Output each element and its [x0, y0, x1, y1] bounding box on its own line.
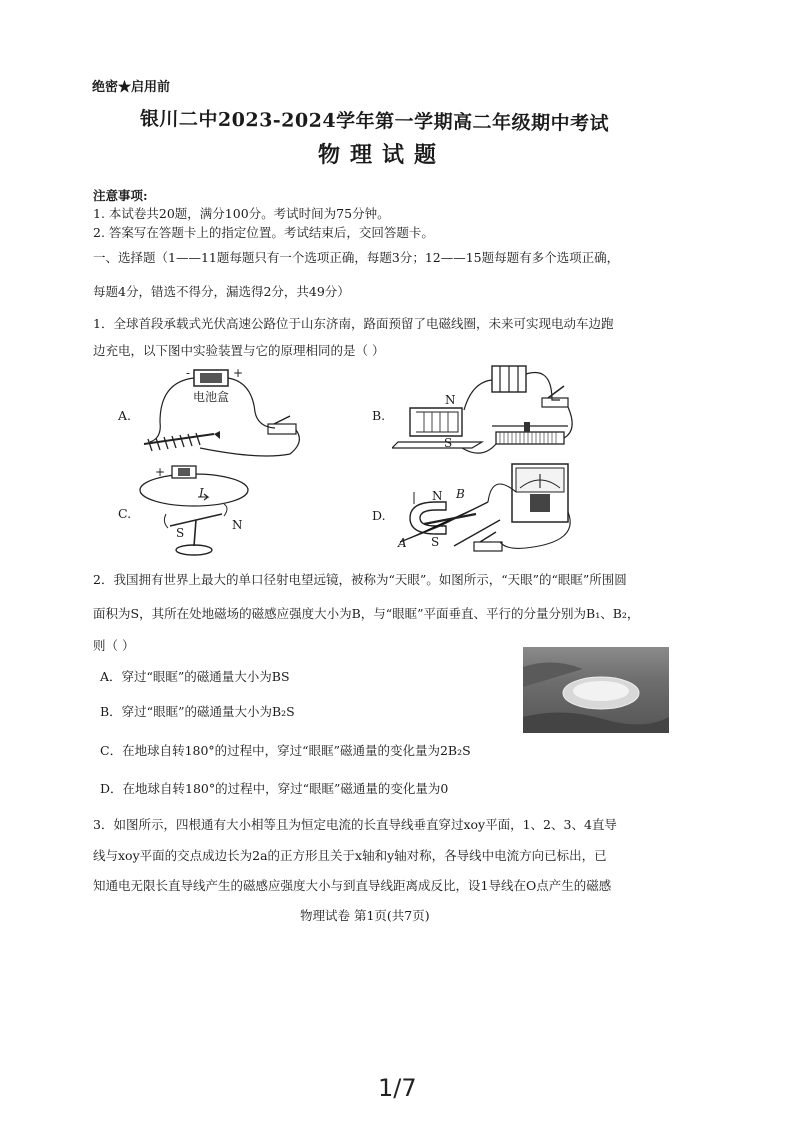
- section1-line2: 每题4分，错选不得分，漏选得2分，共49分）: [93, 284, 350, 299]
- q2-option-c: C．在地球自转180°的过程中，穿过“眼眶”磁通量的变化量为2B₂S: [100, 743, 471, 758]
- confidential-mark: 绝密★启用前: [92, 80, 171, 95]
- note-item-1: 1. 本试卷共20题，满分100分。考试时间为75分钟。: [93, 206, 390, 221]
- q3-line1: 3．如图所示，四根通有大小相等且为恒定电流的长直导线垂直穿过xoy平面，1、2、3、4直导: [93, 817, 617, 832]
- note-item-2: 2. 答案写在答题卡上的指定位置。考试结束后，交回答题卡。: [93, 225, 434, 240]
- fig-a-minus: -: [186, 366, 191, 380]
- q1-figure-d: [396, 462, 582, 560]
- q1-figure-a: [140, 362, 310, 462]
- q2-line2: 面积为S，其所在处地磁场的磁感应强度大小为B，与“眼眶”平面垂直、平行的分量分别为B₁、B₂，: [93, 606, 640, 621]
- fig-c-plus: +: [155, 465, 166, 479]
- q2-option-a: A．穿过“眼眶”的磁通量大小为BS: [100, 669, 290, 684]
- q2-line1: 2．我国拥有世界上最大的单口径射电望远镜，被称为“天眼”。如图所示，“天眼”的“眼眶”所围圆: [93, 572, 627, 587]
- q2-line3: 则（ ）: [93, 638, 135, 653]
- q1-line2: 边充电，以下图中实验装置与它的原理相同的是（ ）: [93, 343, 385, 358]
- fig-c-current-label: I: [199, 486, 204, 500]
- fig-d-a-label: A: [398, 536, 407, 550]
- q1-option-b-label: B.: [372, 408, 386, 423]
- q1-figure-c: [136, 464, 256, 562]
- q1-figure-b: [392, 360, 582, 464]
- fig-c-n-label: N: [232, 518, 243, 532]
- fig-b-n-label: N: [445, 393, 456, 407]
- q1-option-d-label: D.: [372, 508, 386, 523]
- page-number: 1/7: [378, 1074, 417, 1102]
- q3-line2: 线与xoy平面的交点成边长为2a的正方形且关于x轴和y轴对称，各导线中电流方向已标出，已: [93, 848, 607, 863]
- fig-a-battery-box-label: 电池盒: [193, 390, 230, 404]
- section1-line1: 一、选择题（1——11题每题只有一个选项正确，每题3分；12——15题每题有多个选项正确，: [93, 250, 620, 265]
- q1-option-a-label: A.: [118, 408, 132, 423]
- fig-c-s-label: S: [176, 526, 185, 540]
- exam-subtitle: 物理试题: [318, 142, 447, 168]
- notes-heading: 注意事项:: [93, 188, 148, 203]
- fast-telescope-photo: [523, 647, 669, 733]
- q1-line1: 1．全球首段承载式光伏高速公路位于山东济南，路面预留了电磁线圈，未来可实现电动车边跑: [93, 316, 614, 331]
- fig-d-b-label: B: [456, 487, 465, 501]
- q2-option-d: D．在地球自转180°的过程中，穿过“眼眶”磁通量的变化量为0: [100, 781, 449, 796]
- q3-line3: 知通电无限长直导线产生的磁感应强度大小与到直导线距离成反比，设1导线在O点产生的磁感: [93, 878, 612, 893]
- page-footer: 物理试卷 第1页(共7页): [300, 908, 430, 923]
- fig-b-s-label: S: [444, 436, 453, 450]
- fig-d-n-label: N: [432, 489, 443, 503]
- fig-a-plus: +: [233, 366, 244, 380]
- fig-d-s-label: S: [431, 535, 440, 549]
- q2-option-b: B．穿过“眼眶”的磁通量大小为B₂S: [100, 704, 295, 719]
- exam-title: 银川二中2023-2024学年第一学期高二年级期中考试: [139, 108, 610, 135]
- q1-option-c-label: C.: [118, 506, 132, 521]
